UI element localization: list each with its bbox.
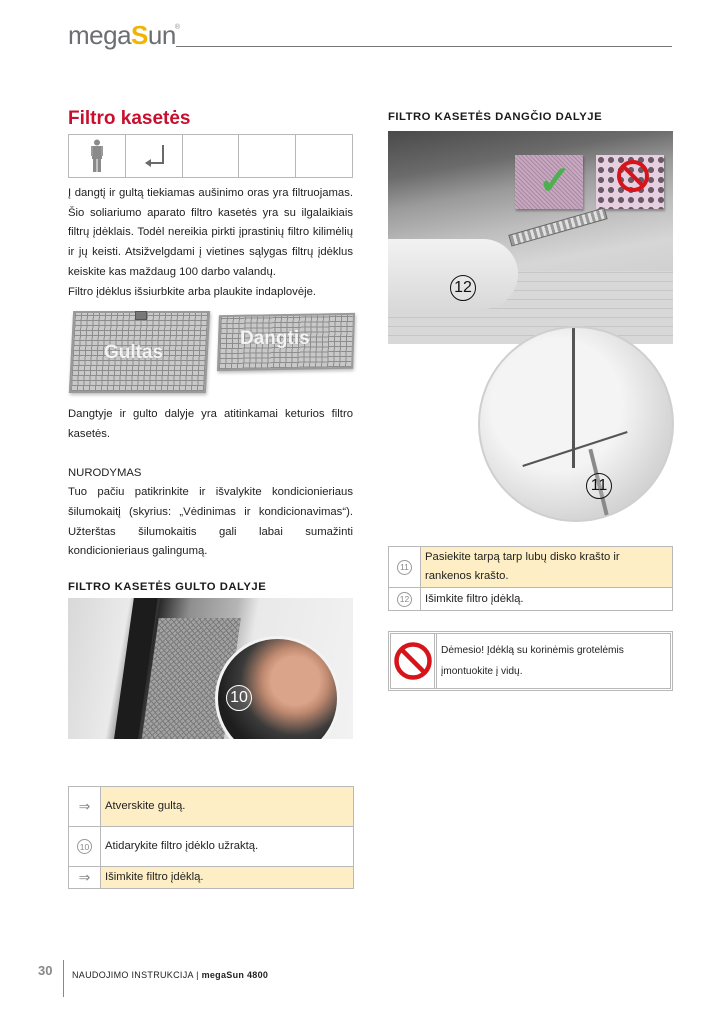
- arrow-icon: ⇒: [69, 787, 101, 826]
- registered-mark: ®: [174, 24, 180, 31]
- hand-arm: [388, 239, 518, 309]
- step-text: Išimkite filtro įdėklą.: [425, 592, 524, 605]
- warning-box: [388, 631, 673, 691]
- right-column: [388, 111, 673, 691]
- prohibited-icon: [393, 641, 433, 681]
- dangtis-steps-table: [388, 546, 673, 611]
- symbol-cell-empty: [183, 135, 240, 177]
- callout-12: 12: [450, 275, 476, 301]
- callout-10: 10: [226, 685, 252, 711]
- step-row: [69, 787, 353, 827]
- step-text: Atidarykite filtro įdėklo užraktą.: [105, 840, 259, 853]
- warning-text: Dėmesio! Įdėklą su korinėmis grotelėmis įmontuokite į vidų.: [441, 645, 624, 677]
- symbol-cell: [69, 135, 126, 177]
- footer-text: [72, 970, 268, 980]
- product-name: megaSun 4800: [201, 970, 269, 980]
- logo-text-un: un: [147, 20, 176, 50]
- logo-text-mega: mega: [68, 20, 132, 50]
- gulto-section-heading: FILTRO KASETĖS GULTO DALYJE: [68, 581, 267, 594]
- callout-11: 11: [586, 473, 612, 499]
- gulto-steps-table: [68, 786, 354, 889]
- cassette-count-paragraph: Dangtyje ir gulto dalyje yra atitinkamai keturios filtro kasetės.: [68, 408, 353, 440]
- step-row: [69, 827, 353, 867]
- circled-number: 11: [397, 560, 412, 575]
- dangtis-filter-photo: [388, 131, 673, 344]
- page-number: 30: [38, 963, 53, 978]
- warning-icon-cell: [391, 634, 437, 688]
- dangtis-label: Dangtis: [240, 328, 310, 350]
- prohibited-icon: [616, 159, 650, 193]
- left-column: [68, 108, 353, 889]
- filter-handle: [135, 311, 147, 320]
- checkmark-icon: ✓: [538, 159, 572, 203]
- logo-text-s: S: [131, 20, 148, 50]
- step-row: [389, 547, 672, 588]
- filter-insert: [508, 207, 607, 246]
- step-12-icon: [389, 588, 421, 610]
- symbol-cell-empty: [296, 135, 352, 177]
- circled-number: 12: [397, 592, 412, 607]
- step-row: [69, 867, 353, 888]
- header-rule: [176, 46, 672, 47]
- cleaning-paragraph: Filtro įdėklus išsiurbkite arba plaukite indaplovėje.: [68, 285, 317, 298]
- diagram-edge: [522, 431, 627, 467]
- step-text: Pasiekite tarpą tarp lubų disko krašto ir rankenos krašto.: [421, 547, 672, 587]
- step-11-icon: [389, 547, 421, 587]
- circled-number: 10: [77, 839, 92, 854]
- footer-rule: [63, 960, 64, 997]
- intro-paragraph: Į dangtį ir gultą tiekiamas aušinimo oras yra filtruojamas. Šio soliariumo aparato filtro kasetės yra su ilgalaikiais filtrų įdėklais. Todėl nereikia pirkti įprastinių filtro kilimėlių ir jų keisti. Atsižvelgdami į vietines sąlygas filtrų įdėklus keiskite kas maždaug 100 darbo valandų.: [68, 187, 353, 278]
- gulto-filter-photo: [68, 598, 353, 739]
- handle-detail-circle: [478, 326, 674, 522]
- page-title: Filtro kasetės: [68, 108, 191, 129]
- manual-title: NAUDOJIMO INSTRUKCIJA: [72, 970, 194, 980]
- symbol-cell-empty: [239, 135, 296, 177]
- step-text: Išimkite filtro įdėklą.: [101, 867, 353, 888]
- step-text: Atverskite gultą.: [101, 787, 353, 826]
- dangtis-section-heading: FILTRO KASETĖS DANGČIO DALYJE: [388, 111, 603, 123]
- footer-separator: |: [196, 970, 199, 980]
- filter-cassettes-image: [68, 308, 353, 400]
- return-arrow-icon: [141, 143, 167, 169]
- symbol-table: [68, 134, 353, 178]
- note-heading: NURODYMAS: [68, 466, 142, 479]
- step-10-icon: [69, 827, 101, 866]
- note-paragraph: Tuo pačiu patikrinkite ir išvalykite kondicionieriaus šilumokaitį (skyrius: „Vėdinimas ir kondicionavimas“). Užterštas šilumokaitis gali labai sumažinti kondicionieriaus galingumą.: [68, 486, 353, 558]
- megasun-logo: [68, 20, 179, 51]
- symbol-cell: [126, 135, 183, 177]
- arrow-icon: ⇒: [69, 867, 101, 888]
- gultas-label: Gultas: [104, 342, 164, 364]
- step-row: [389, 588, 672, 610]
- person-icon: [90, 139, 104, 173]
